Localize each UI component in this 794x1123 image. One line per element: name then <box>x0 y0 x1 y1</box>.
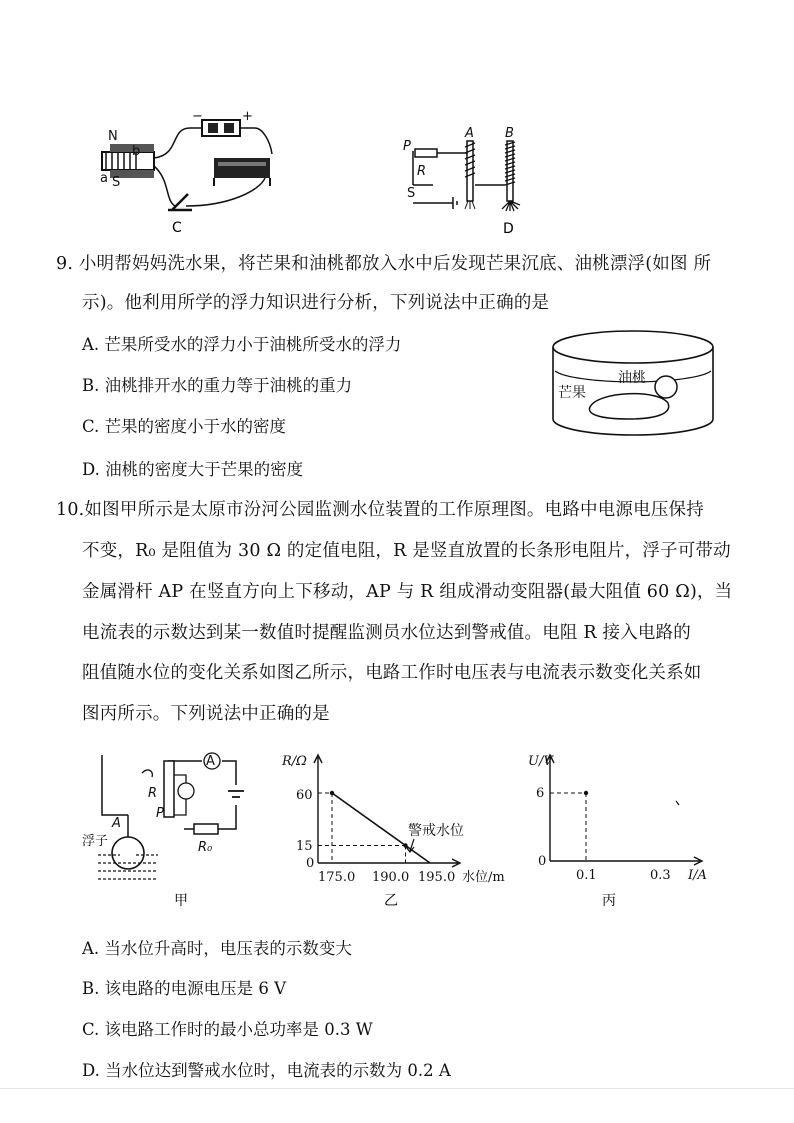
yi-x-axis <box>318 859 460 867</box>
figure-d-label: D <box>503 221 514 237</box>
jia-caption: 甲 <box>174 893 188 909</box>
yi-caption: 乙 <box>384 893 398 909</box>
basin-rim <box>553 331 713 363</box>
pointer <box>142 770 152 777</box>
n-pole-label: N <box>108 129 118 144</box>
peach-shape <box>655 376 677 398</box>
bing-ytick-0: 0 <box>538 854 547 869</box>
q10-stem-line1: 10.如图甲所示是太原市汾河公园监测水位装置的工作原理图。电路中电源电压保持 <box>56 500 704 520</box>
yi-xtick-195: 195.0 <box>418 870 456 885</box>
q9-basin-figure <box>548 327 718 442</box>
a-label-jia: A <box>112 816 121 831</box>
circuit-d-wire <box>413 151 467 209</box>
vertical-rod <box>102 755 128 815</box>
p-label-jia: P <box>156 806 164 821</box>
q10-option-d[interactable]: D. 当水位达到警戒水位时，电流表的示数为 0.2 A <box>82 1061 451 1080</box>
q10-option-a[interactable]: A. 当水位升高时，电压表的示数变大 <box>82 939 352 958</box>
yi-xtick-190: 190.0 <box>372 870 410 885</box>
rheostat-r <box>415 149 437 157</box>
a-mark: a <box>100 171 108 186</box>
p-label: P <box>403 139 411 154</box>
q10-stem-line4: 电流表的示数达到某一数值时提醒监测员水位达到警戒值。电阻 R 接入电路的 <box>82 623 691 643</box>
resistor-r <box>164 761 174 817</box>
yi-point-1 <box>403 843 407 847</box>
yi-ytick-60: 60 <box>296 788 313 803</box>
plus-mark: + <box>242 109 253 124</box>
q10-figure-jia <box>82 755 262 915</box>
circuit-outer <box>168 761 236 829</box>
a-label: A <box>465 126 474 141</box>
s-pole-label: S <box>112 175 121 190</box>
q10-stem-line3: 金属滑杆 AP 在竖直方向上下移动，AP 与 R 组成滑动变阻器(最大阻值 60 Ω)，当 <box>82 582 733 602</box>
ammeter-label: A <box>206 754 215 769</box>
b-mark: b <box>132 144 141 159</box>
figure-c <box>90 109 290 236</box>
bing-ytick-6: 6 <box>536 786 545 801</box>
page-footer-divider <box>0 1088 794 1089</box>
q10-stem-line6: 图丙所示。下列说法中正确的是 <box>82 704 330 724</box>
q9-option-a[interactable]: A. 芒果所受水的浮力小于油桃所受水的浮力 <box>82 335 402 354</box>
q9-option-d[interactable]: D. 油桃的密度大于芒果的密度 <box>82 460 304 479</box>
float-label: 浮子 <box>82 834 109 849</box>
q10-stem-line5: 阻值随水位的变化关系如图乙所示，电路工作时电压表与电流表示数变化关系如 <box>82 663 702 683</box>
q9-stem-line2: 示)。他利用所学的浮力知识进行分析，下列说法中正确的是 <box>82 293 550 313</box>
r-label-jia: R <box>148 786 158 801</box>
resistor-r0 <box>194 824 218 834</box>
figure-d <box>395 125 545 235</box>
bing-caption: 丙 <box>602 893 616 909</box>
minus-mark: − <box>192 109 203 124</box>
bing-xtick-03: 0.3 <box>650 868 671 883</box>
bing-xtick-01: 0.1 <box>576 868 597 883</box>
q10-stem-line2: 不变，R₀ 是阻值为 30 Ω 的定值电阻，R 是竖直放置的长条形电阻片，浮子可带动 <box>82 541 731 561</box>
peach-label: 油桃 <box>618 370 646 386</box>
mango-shape <box>589 394 668 419</box>
yi-y-axis <box>314 755 322 863</box>
b-label: B <box>505 126 514 141</box>
bing-y-axis <box>546 755 554 861</box>
mango-label: 芒果 <box>558 385 586 401</box>
q9-option-b[interactable]: B. 油桃排开水的重力等于油桃的重力 <box>82 376 353 395</box>
voltmeter <box>178 783 194 799</box>
q10-option-c[interactable]: C. 该电路工作时的最小总功率是 0.3 W <box>82 1020 373 1039</box>
yi-annotation: 警戒水位 <box>408 823 464 839</box>
yi-xtick-175: 175.0 <box>318 870 356 885</box>
r0-label: R₀ <box>198 840 213 855</box>
yi-ytick-0: 0 <box>306 856 315 871</box>
figure-c-label: C <box>172 220 182 236</box>
yi-ylabel: R/Ω <box>282 754 307 769</box>
yi-ytick-15: 15 <box>296 839 313 854</box>
q10-chart-bing <box>528 755 728 920</box>
q10-chart-yi <box>280 755 520 920</box>
bing-point-0 <box>584 791 588 795</box>
r-label: R <box>417 164 427 179</box>
battery-jia <box>228 791 244 797</box>
s-label: S <box>407 186 416 201</box>
q9-option-c[interactable]: C. 芒果的密度小于水的密度 <box>82 417 287 436</box>
bing-x-axis <box>550 857 702 865</box>
coil-core <box>102 152 154 170</box>
nails-b <box>502 201 520 211</box>
q9-stem-line1: 9. 小明帮妈妈洗水果，将芒果和油桃都放入水中后发现芒果沉底、油桃漂浮(如图 所 <box>56 254 712 274</box>
q10-option-b[interactable]: B. 该电路的电源电压是 6 V <box>82 979 287 998</box>
yi-point-0 <box>330 791 334 795</box>
yi-xlabel: 水位/m <box>462 870 505 885</box>
battery <box>202 120 240 136</box>
bing-ylabel: U/V <box>528 754 553 769</box>
bing-xlabel: I/A <box>688 868 707 883</box>
float-ball <box>112 837 144 869</box>
rheostat <box>214 158 270 178</box>
